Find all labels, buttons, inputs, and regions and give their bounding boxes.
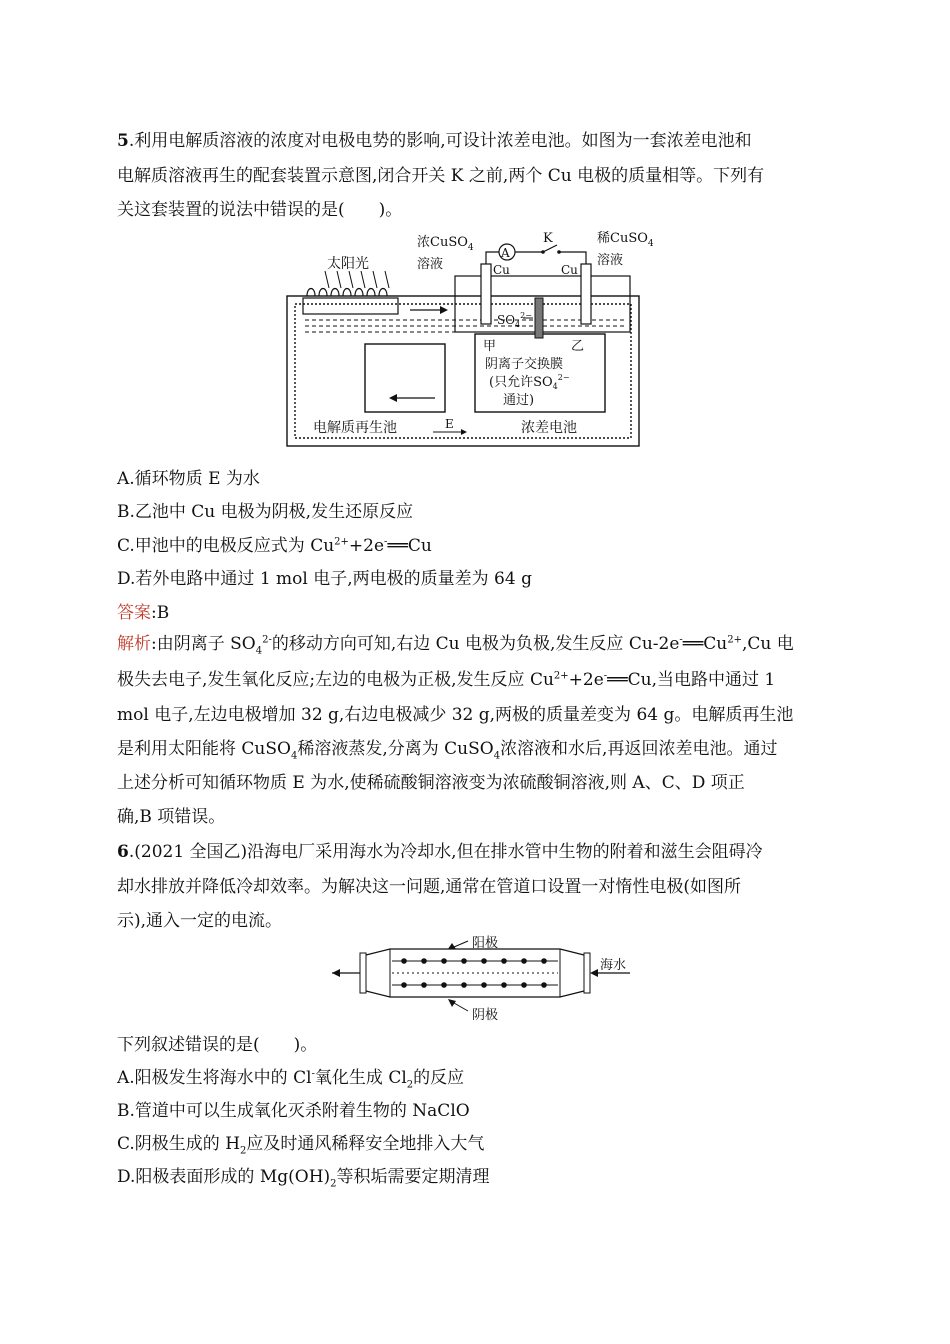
cell-jia-label: 甲 (483, 339, 497, 354)
q6-stem-line-2: 却水排放并降低冷却效率。为解决这一问题,通常在管道口设置一对惰性电极(如图所 (117, 877, 742, 897)
answer-label: 答案 (117, 603, 151, 623)
ammeter-label: A (501, 246, 510, 260)
e-label: E (445, 417, 454, 431)
membrane-label: 阴离子交换膜 (485, 357, 564, 372)
cathode-label: 阴极 (472, 1008, 499, 1023)
q5-option-b: B.乙池中 Cu 电极为阴极,发生还原反应 (117, 502, 414, 522)
q5-analysis-line-4: 是利用太阳能将 CuSO$_4$稀溶液蒸发,分离为 CuSO$_4$浓溶液和水后,再返回浓差电池。通过 (117, 739, 778, 762)
q6-number: 6 (117, 842, 129, 862)
svg-text:通过): 通过) (503, 393, 535, 408)
q6-stem-line-1: 6.(2021 全国乙)沿海电厂采用海水为冷却水,但在排水管中生物的附着和滋生会阻碍冷 (117, 842, 763, 862)
q6-option-c: C.阴极生成的 $H_2$应及时通风稀释安全地排入大气 (117, 1134, 485, 1157)
pipe-electrode-diagram (330, 933, 640, 1025)
q5-analysis-line-6: 确,B 项错误。 (117, 807, 226, 827)
q6-stem-line-4: 下列叙述错误的是( )。 (117, 1035, 318, 1055)
q5-stem-line-2: 电解质溶液再生的配套装置示意图,闭合开关 K 之前,两个 Cu 电极的质量相等。下列有 (117, 166, 765, 186)
dilute-cuso4-label: 稀CuSO$_4$ (597, 231, 654, 249)
sunlight-label: 太阳光 (327, 256, 369, 272)
q6-option-b: B.管道中可以生成氧化灭杀附着生物的 NaClO (117, 1101, 470, 1121)
q6-option-a: A.阳极发生将海水中的 Cl-氧化生成 $Cl_2$的反应 (117, 1068, 465, 1091)
svg-text:(只允许SO42−: (只允许$SO_4^{2-}$ (489, 373, 570, 391)
seawater-label: 海水 (600, 958, 627, 973)
q5-stem-line-1: 5.利用电解质溶液的浓度对电极电势的影响,可设计浓差电池。如图为一套浓差电池和 (117, 131, 752, 151)
switch-label: K (543, 231, 553, 246)
cu-left-label: Cu (493, 263, 510, 277)
q5-option-a: A.循环物质 E 为水 (117, 469, 260, 489)
concentration-cell-diagram (285, 226, 654, 454)
conc-cell-label: 浓差电池 (521, 420, 577, 436)
q5-analysis-line-1: 解析:由阴离子 $SO_4^{2-}$的移动方向可知,右边 Cu 电极为负极,发生反应 $Cu-2e^-══Cu^{2+},Cu$ 电 (117, 634, 794, 657)
anode-label: 阳极 (472, 936, 499, 951)
q5-analysis-line-3: mol 电子,左边电极增加 32 g,右边电极减少 32 g,两极的质量差变为 64 g。电解质再生池 (117, 705, 794, 725)
conc-cuso4-label: 浓CuSO$_4$ (417, 235, 474, 253)
q5-analysis-line-2: 极失去电子,发生氧化反应;左边的电极为正极,发生反应 $Cu^{2+}+2e^-══Cu$,当电路中通过 1 (117, 670, 776, 690)
sulfate-ion-label: $SO_4^{2-}$ (497, 311, 532, 329)
q5-stem-line-3: 关这套装置的说法中错误的是( )。 (117, 200, 403, 220)
q6-stem-line-3: 示),通入一定的电流。 (117, 911, 283, 931)
q5-analysis-line-5: 上述分析可知循环物质 E 为水,使稀硫酸铜溶液变为浓硫酸铜溶液,则 A、C、D 项正 (117, 773, 745, 793)
cell-yi-label: 乙 (571, 339, 585, 354)
svg-text:溶液: 溶液 (597, 253, 624, 268)
analysis-label: 解析 (117, 634, 151, 654)
svg-text:溶液: 溶液 (417, 257, 444, 272)
cu-right-label: Cu (561, 263, 578, 277)
regen-pool-label: 电解质再生池 (313, 420, 397, 436)
q5-option-d: D.若外电路中通过 1 mol 电子,两电极的质量差为 64 g (117, 569, 532, 589)
q6-option-d: D.阳极表面形成的 $Mg(OH)_2$等积垢需要定期清理 (117, 1167, 490, 1190)
q5-number: 5 (117, 131, 129, 151)
q5-option-c: C.甲池中的电极反应式为 $Cu^{2+}+2e^-══Cu$ (117, 536, 432, 556)
q5-answer: 答案:B (117, 603, 170, 623)
